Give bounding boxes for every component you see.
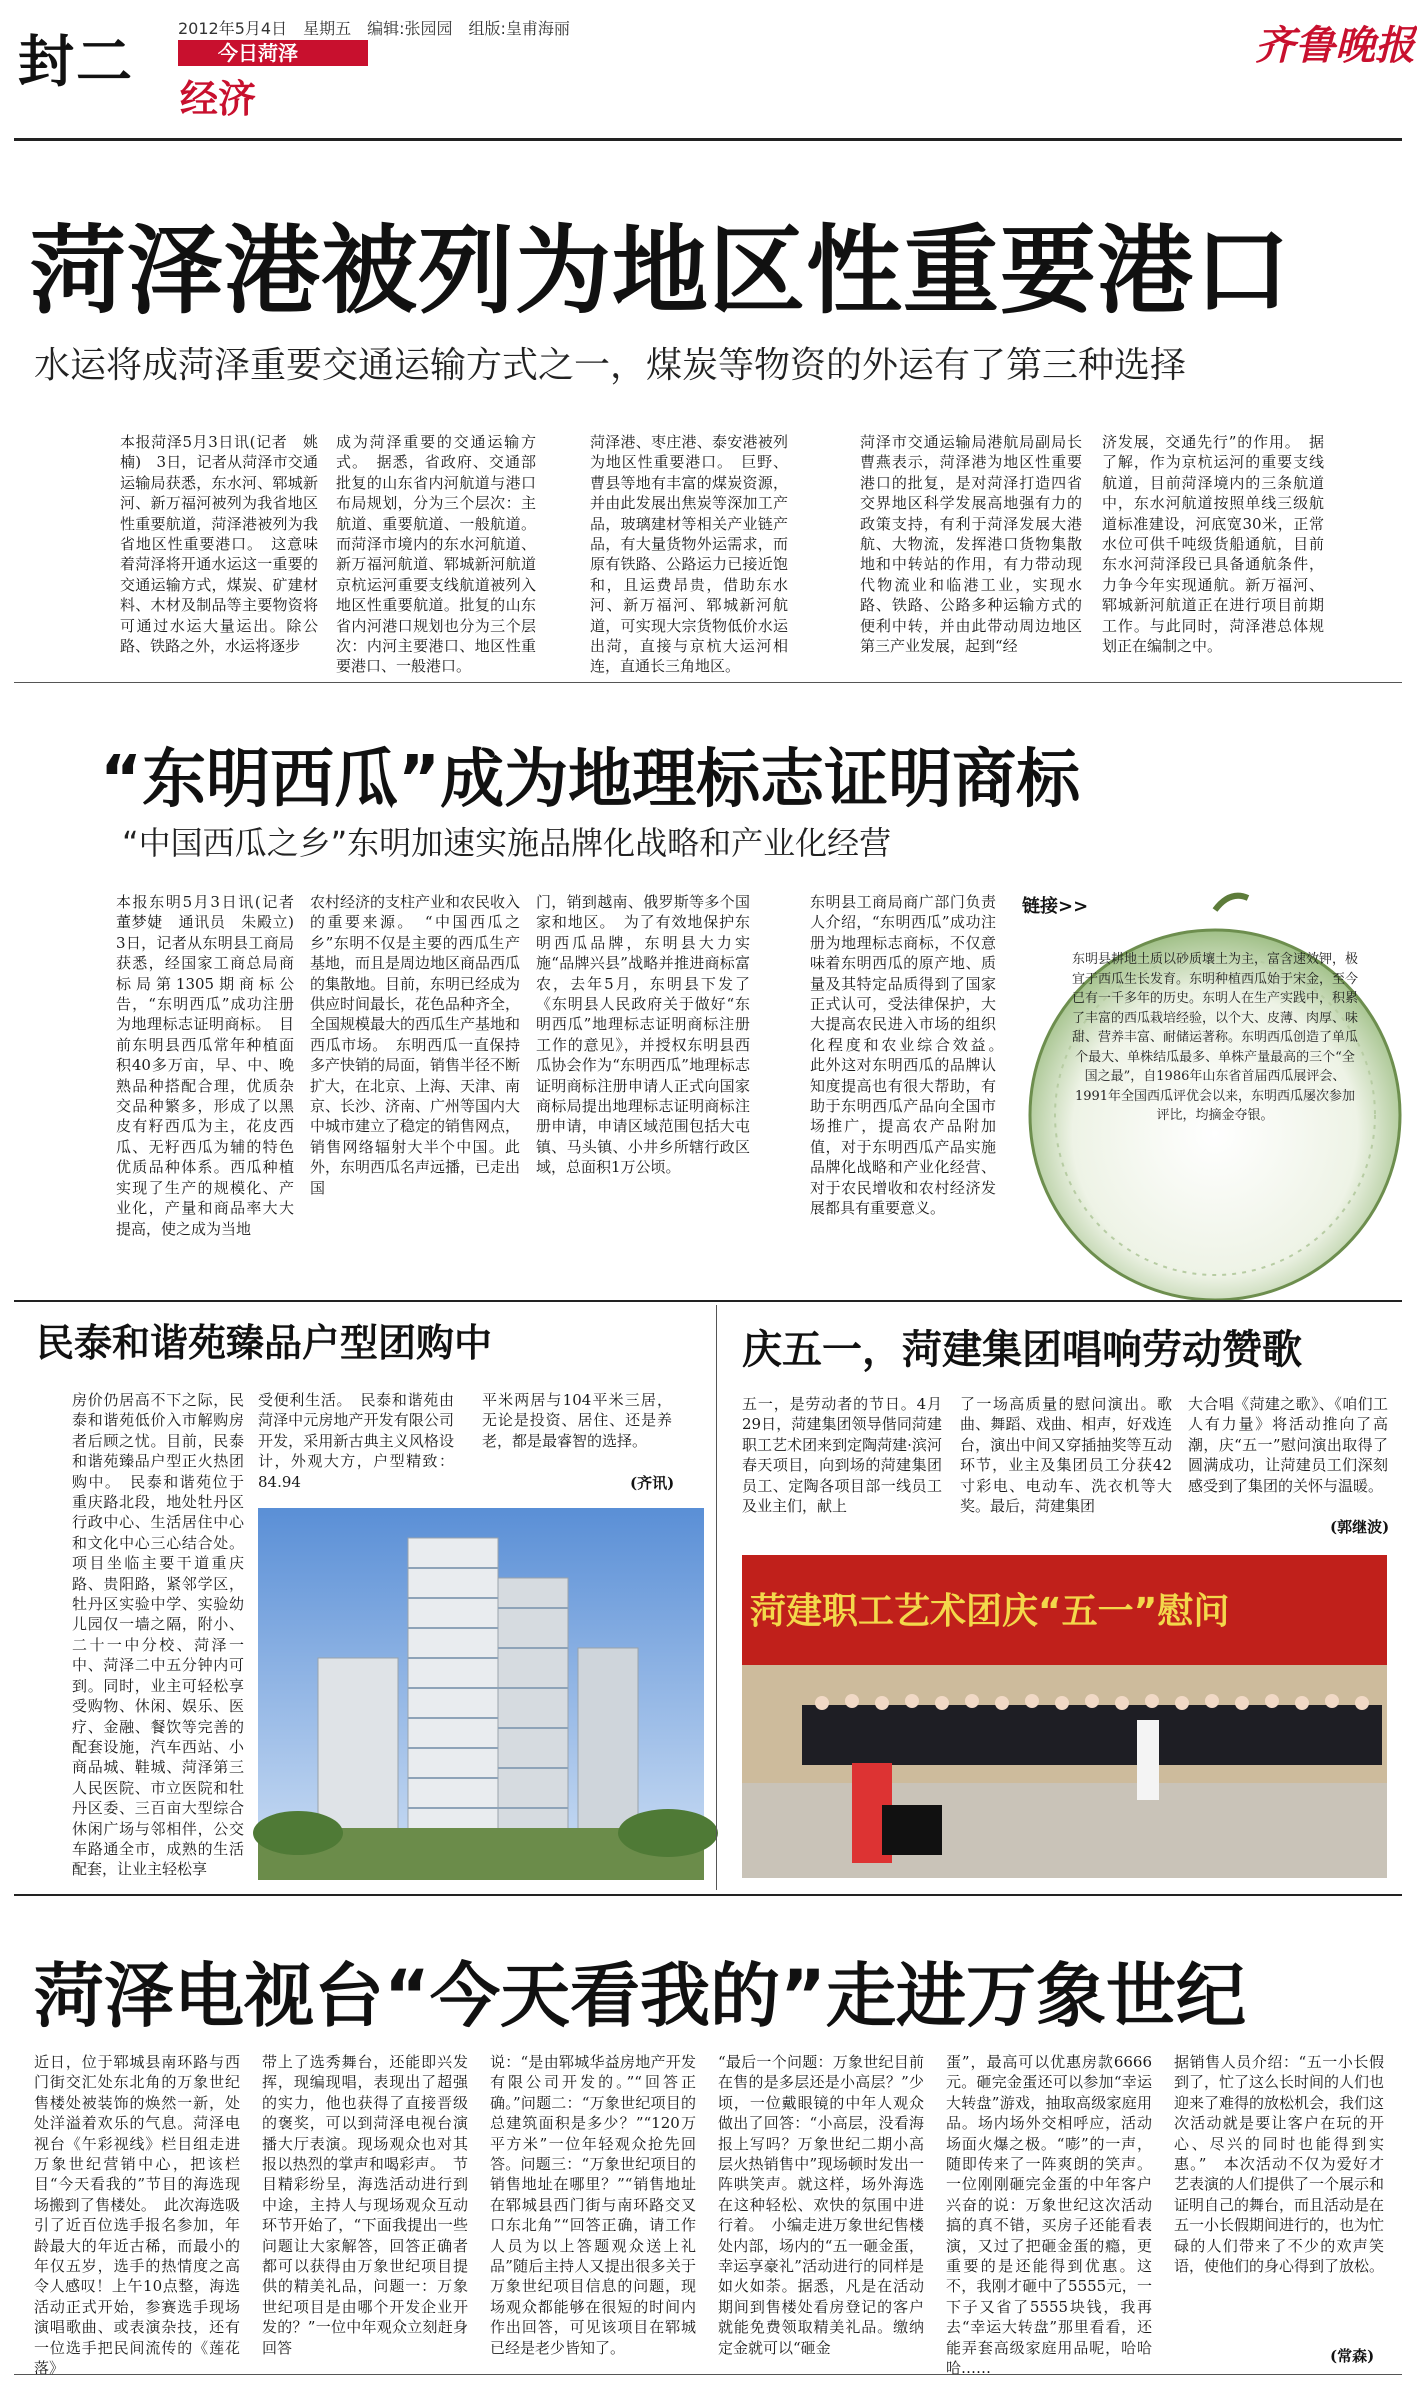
article1-column-3-text: 菏泽港、枣庄港、泰安港被列为地区性重要港口。 巨野、曹县等地有丰富的煤炭资源，并由此发展出焦炭等深加工产品，玻璃建材等相关产业链产品，有大量货物外运需求，而原有铁路、公路运力已接近饱和，且运费昂贵，借助东水河、新万福河、郓城新河航道，可实现大宗货物低价水运出菏，直接与京杭大运河相连，直通长三角地区。 [590, 433, 788, 676]
article5-column-2-text: 带上了选秀舞台，还能即兴发挥，现编现唱，表现出了超强的实力，他也获得了直接晋级的褒奖，可以到菏泽电视台演播大厅表演。现场观众也对其报以热烈的掌声和喝彩声。 节目精彩纷呈，海选活动进行到中途，主持人与现场观众互动环节开始了，“下面我提出一些问题让大家解答，回答正确者都可以获得由万象世纪项目提供的精美礼品，问题一：万象世纪项目是由哪个开发企业开发的？”一位中年观众立刻赶身回答 [262, 2053, 468, 2357]
article5-column-4 [718, 2052, 924, 2370]
article1-column-1 [120, 432, 318, 672]
section-tag: 今日菏泽 [178, 40, 368, 66]
article1-headline: 菏泽港被列为地区性重要港口 [30, 215, 1291, 327]
article3-column-2-text: 受便利生活。 民泰和谐苑由菏泽中元房地产开发有限公司开发，采用新古典主义风格设计，外观大方，户型精致：84.94 [258, 1391, 454, 1491]
article5-column-3 [490, 2052, 696, 2370]
page-label: 封二 [18, 30, 134, 95]
article1-column-2-text: 成为菏泽重要的交通运输方式。 据悉，省政府、交通部批复的山东省内河航道与港口布局规划，分为三个层次：主航道、重要航道、一般航道。而菏泽市境内的东水河航道、新万福河航道、郓城新河航道京杭运河重要支线航道被列入地区性重要航道。批复的山东省内河港口规划也分为三个层次：内河主要港口、地区性重要港口、一般港口。 [336, 433, 536, 676]
article5-column-5 [946, 2052, 1152, 2378]
article5-column-5-text: 蛋”，最高可以优惠房款6666元。砸完金蛋还可以参加“幸运大转盘”游戏，抽取高级家庭用品。场内场外交相呼应，活动场面火爆之极。“嘭”的一声，随即传来了一阵爽朗的笑声。一位刚刚砸完金蛋的中年客户兴奋的说：万象世纪这次活动搞的真不错，买房子还能看表演，又过了把砸金蛋的瘾，更重要的是还能得到优惠。这不，我刚才砸中了5555元，一下子又省了5555块钱，我再去“幸运大转盘”那里看看，还能弄套高级家庭用品呢，哈哈哈…… [946, 2053, 1152, 2378]
article1-column-5-text: 济发展，交通先行”的作用。 据了解，作为京杭运河的重要支线航道，目前菏泽境内的三条航道中，东水河航道按照单线三级航道标准建设，河底宽30米，正常水位可供千吨级货船通航，目前东水河菏泽段已具备通航条件，力争今年实现通航。新万福河、郓城新河航道正在进行项目前期工作。与此同时，菏泽港总体规划正在编制之中。 [1102, 433, 1324, 656]
article2-column-3 [536, 892, 750, 1288]
section-name: 经济 [180, 77, 257, 121]
article5-column-6-text: 据销售人员介绍：“五一小长假到了，忙了这么长时间的人们也迎来了难得的放松机会，我们这次活动就是要让客户在玩的开心、尽兴的同时也能得到实惠。” 本次活动不仅为爱好才艺表演的人们提供了一个展示和证明自己的舞台，而且活动是在五一小长假期间进行的，也为忙碌的人们带来了不少的欢声笑语，使他们的身心得到了放松。 [1174, 2053, 1385, 2276]
masthead-rule [14, 138, 1402, 141]
article2-column-2-text: 农村经济的支柱产业和农民收入的重要来源。 “中国西瓜之乡”东明不仅是主要的西瓜生产基地，而且是周边地区商品西瓜的集散地。目前，东明已经成为供应时间最长，花色品种齐全，全国规模最大的西瓜生产基地和西瓜市场。 东明西瓜一直保持多产快销的局面，销售半径不断扩大，在北京、上海、天津、南京、长沙、济南、广州等国内大中城市建立了稳定的销售网点，销售网络辐射大半个中国。此外，东明西瓜名声远播，已走出国 [310, 893, 521, 1197]
article2-column-4-text: 东明县工商局商广部门负责人介绍，“东明西瓜”成功注册为地理标志商标，不仅意味着东明西瓜的原产地、质量及其特定品质得到了国家正式认可，受法律保护，大大提高农民进入市场的组织化程度和农业综合效益。 此外这对东明西瓜的品牌认知度提高也有很大帮助，有助于东明西瓜产品向全国市场推广，提高农产品附加值，对于东明西瓜产品实施品牌化战略和产业化经营、对于农民增收和农村经济发展都具有重要意义。 [810, 893, 1012, 1218]
building-photo [258, 1508, 704, 1880]
article1-column-4 [860, 432, 1082, 672]
article5-column-1-text: 近日，位于郓城县南环路与西门街交汇处东北角的万象世纪售楼处被装饰的焕然一新，处处洋溢着欢乐的气息。菏泽电视台《午彩视线》栏目组走进万象世纪营销中心，把该栏目“今天看我的”节目的海选现场搬到了售楼处。 此次海选吸引了近百位选手报名参加，年龄最大的年近古稀，而最小的年仅五岁，选手的热情度之高令人感叹！上午10点整，海选活动正式开始，参赛选手现场演唱歌曲、或表演杂技，还有一位选手把民间流传的《莲花落》 [34, 2053, 240, 2378]
middle-section-bottom-rule [14, 1894, 1402, 1896]
residential-building-image [258, 1508, 704, 1880]
article4-column-1-text: 五一，是劳动者的节日。4月29日，菏建集团领导偕同菏建职工艺术团来到定陶菏建·滨河春天项目，向到场的菏建集团员工、定陶各项目部一线员工及业主们，献上 [742, 1395, 942, 1516]
article5-column-1 [34, 2052, 240, 2378]
article4-credit: (郭继波) [1330, 1518, 1390, 1536]
article3-column-1 [72, 1390, 244, 1879]
article4-column-2 [960, 1394, 1172, 1542]
article3-column-1-text: 房价仍居高不下之际，民泰和谐苑低价入市解购房者后顾之忧。目前，民泰和谐苑臻品户型正火热团购中。 民泰和谐苑位于重庆路北段，地处牡丹区行政中心、生活居住中心和文化中心三心结合处。项目坐临主要干道重庆路、贵阳路，紧邻学区，牡丹区实验中学、实验幼儿园仅一墙之隔，附小、二十一中分校、菏泽一中、菏泽二中五分钟内可到。同时，业主可轻松享受购物、休闲、娱乐、医疗、金融、餐饮等完善的配套设施，汽车西站、小商品城、鞋城、菏泽第三人民医院、市立医院和牡丹区委、三百亩大型综合休闲广场与邻相伴，公交车路通全市，成熟的生活配套，让业主轻松享 [72, 1391, 244, 1879]
article3-column-2 [258, 1390, 454, 1491]
top-section-bottom-rule [14, 1300, 1402, 1302]
sidebar-body: 东明县耕地土质以砂质壤土为主，富含速效钾，极宜于西瓜生长发育。东明种植西瓜始于宋金，至今已有一千多年的历史。东明人在生产实践中，积累了丰富的西瓜栽培经验，以个大、皮薄、肉厚、味甜、营养丰富、耐储运著称。东明西瓜创造了单瓜个最大、单株结瓜最多、单株产量最高的三个“全国之最”，自1986年山东省首届西瓜展评会、1991年全国西瓜评优会以来，东明西瓜屡次参加评比，均摘金夺银。 [1071, 952, 1358, 1123]
article3-column-3 [482, 1390, 672, 1460]
article2-column-3-text: 门，销到越南、俄罗斯等多个国家和地区。 为了有效地保护东明西瓜品牌，东明县大力实施“品牌兴县”战略并推进商标富农，去年5月，东明县下发了《东明县人民政府关于做好“东明西瓜”地理标志证明商标注册工作的意见》，并授权东明县西瓜协会作为“东明西瓜”地理标志证明商标注册申请人正式向国家商标局提出地理标志证明商标注册申请，申请区域范围包括大屯镇、马头镇、小井乡所辖行政区域，总面积1万公顷。 [536, 893, 750, 1177]
article2-headline: “东明西瓜”成为地理标志证明商标 [100, 743, 1081, 817]
article2-column-1 [116, 892, 310, 1288]
article4-column-2-text: 了一场高质量的慰问演出。歌曲、舞蹈、戏曲、相声，好戏连台，演出中间又穿插抽奖等互动环节，业主及集团员工分获42寸彩电、电动车、洗衣机等大奖。最后，菏建集团 [960, 1395, 1172, 1516]
article5-column-3-text: 说：“是由郓城华益房地产开发有限公司开发的。”“回答正确。”问题二：“万象世纪项目的总建筑面积是多少？”“120万平方米”一位年轻观众抢先回答。问题三：“万象世纪项目的销售地址在哪里？”“销售地址在郓城县西门街与南环路交叉口东北角”“回答正确，请工作人员为以上答题观众送上礼品”随后主持人又提出很多关于万象世纪项目信息的问题，现场观众都能够在很短的时间内作出回答，可见该项目在郓城已经是老少皆知了。 [490, 2053, 696, 2357]
article1-column-5 [1102, 432, 1324, 672]
sidebar-title: 链接>> [1022, 896, 1089, 917]
article2-column-1-text: 本报东明5月3日讯(记者 董梦婕 通讯员 朱殿立) 3日，记者从东明县工商局获悉，经国家工商总局商标局第1305期商标公告，“东明西瓜”成功注册为地理标志证明商标。 目前东明县西瓜常年种植面积40多万亩，早、中、晚熟品种搭配合理，优质杂交品种繁多，形成了以黑皮有籽西瓜为主，花皮西瓜、无籽西瓜为辅的特色优质品种体系。西瓜种植实现了生产的规模化、产业化，产量和商品率大大提高，使之成为当地 [116, 893, 310, 1238]
middle-column-divider [716, 1305, 717, 1890]
melon-sidebar [1000, 880, 1400, 1300]
article4-column-3-text: 大合唱《菏建之歌》、《咱们工人有力量》将活动推向了高潮，庆“五一”慰问演出取得了圆满成功，让菏建员工们深刻感受到了集团的关怀与温暖。 [1188, 1395, 1388, 1495]
article2-column-4 [810, 892, 1012, 1288]
photo-banner-text: 菏建职工艺术团庆“五一”慰问 [750, 1591, 1230, 1632]
article5-column-4-text: “最后一个问题：万象世纪目前在售的是多层还是小高层？”少顷，一位戴眼镜的中年人观众做出了回答：“小高层，没看海报上写吗？万象世纪二期小高层火热销售中”现场顿时发出一阵哄笑声。就这样，场外海选在这种轻松、欢快的氛围中进行着。 小编走进万象世纪售楼处内部，场内的“五一砸金蛋，幸运享豪礼”活动进行的同样是如火如荼。据悉，凡是在活动期间到售楼处看房登记的客户就能免费领取精美礼品。缴纳定金就可以“砸金 [718, 2053, 924, 2357]
choir-photo [742, 1555, 1387, 1878]
article5-column-2 [262, 2052, 468, 2370]
article3-headline: 民泰和谐苑臻品户型团购中 [36, 1321, 493, 1365]
article5-headline: 菏泽电视台“今天看我的”走进万象世纪 [34, 1955, 1247, 2037]
newspaper-logo: 齐鲁晚报 [1255, 22, 1415, 69]
article3-column-3-text: 平米两居与104平米三居，无论是投资、居住、还是养老，都是最睿智的选择。 [482, 1391, 672, 1450]
article3-credit: (齐讯) [630, 1474, 675, 1492]
article1-column-2 [336, 432, 536, 676]
article2-subheadline: “中国西瓜之乡”东明加速实施品牌化战略和产业化经营 [122, 824, 892, 862]
page-bottom-rule [14, 2374, 1402, 2375]
article1-column-4-text: 菏泽市交通运输局港航局副局长曹燕表示，菏泽港为地区性重要港口的批复，是对菏泽打造四省交界地区科学发展高地强有力的政策支持，有利于菏泽发展大港航、大物流，发挥港口货物集散地和中转站的作用，有力带动现代物流业和临港工业，实现水路、铁路、公路多种运输方式的便利中转，并由此带动周边地区第三产业发展，起到“经 [860, 433, 1082, 656]
article1-bottom-rule [14, 682, 1402, 683]
article4-column-1 [742, 1394, 942, 1542]
article4-headline: 庆五一，菏建集团唱响劳动赞歌 [742, 1327, 1302, 1373]
article1-column-1-text: 本报菏泽5月3日讯(记者 姚楠) 3日，记者从菏泽市交通运输局获悉，东水河、郓城新河、新万福河被列为我省地区性重要航道，菏泽港被列为我省地区性重要港口。 这意味着菏泽将开通水运这一重要的交通运输方式，煤炭、矿建材料、木材及制品等主要物资将可通过水运大量运出。除公路、铁路之外，水运将逐步 [120, 433, 318, 656]
article5-column-6 [1174, 2052, 1384, 2342]
article2-column-2 [310, 892, 520, 1288]
issue-meta-line: 2012年5月4日 星期五 编辑:张园园 组版:皇甫海丽 [178, 19, 570, 38]
article1-subheadline: 水运将成菏泽重要交通运输方式之一，煤炭等物资的外运有了第三种选择 [34, 345, 1187, 386]
article1-column-3 [590, 432, 788, 676]
article5-credit: (常森) [1330, 2347, 1375, 2365]
